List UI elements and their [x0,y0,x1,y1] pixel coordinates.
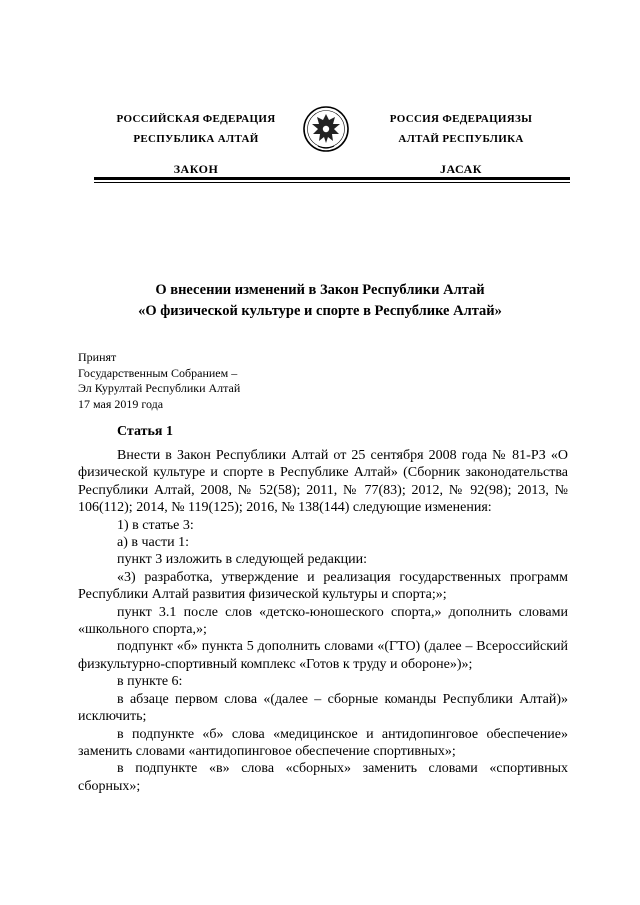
law-title-line2: «О физической культуре и спорте в Республике Алтай» [138,303,502,319]
paragraph: пункт 3.1 после слов «детско-юношеского спорта,» дополнить словами «школьного спорта,»; [78,604,568,638]
coat-of-arms-icon [302,100,350,158]
header-right-doc-type: JАСАК [439,162,482,176]
law-title [60,280,580,322]
header-left [96,112,296,176]
adoption-line1: Принят [78,350,117,364]
paragraph: «3) разработка, утверждение и реализация государственных программ Республики Алтай развития физической культуры и спорта;»; [78,569,568,603]
header-left-republic: РЕСПУБЛИКА АЛТАЙ [133,133,259,145]
paragraph: в подпункте «б» слова «медицинское и антидопинговое обеспечение» заменить словами «антидопинговое обеспечение спортивных»; [78,726,568,759]
paragraph: Внести в Закон Республики Алтай от 25 сентября 2008 года № 81-РЗ «О физической культуре и спорте в Республике Алтай» (Сборник законодательства Республики Алтай, 2008, № 52(58); 2011, № 77(83); 2012, № 92(98); 2013, № 106(112); 2014, № 119(125); 2016, № 138(144) следующие изменения: [78,448,568,516]
header-right-republic: АЛТАЙ РЕСПУБЛИКА [398,133,524,145]
adoption-block [78,350,240,412]
article-body [78,447,568,795]
paragraph: а) в части 1: [117,535,189,551]
article-heading: Статья 1 [117,424,173,439]
header-divider-thick [94,177,570,180]
adoption-line3: Эл Курултай Республики Алтай [78,381,241,395]
paragraph: в подпункте «в» слова «сборных» заменить словами «спортивных сборных»; [78,761,568,794]
header-left-country: РОССИЙСКАЯ ФЕДЕРАЦИЯ [116,113,276,125]
adoption-line2: Государственным Собранием – [78,365,238,380]
paragraph: пункт 3 изложить в следующей редакции: [117,552,367,568]
header-divider-thin [94,182,570,183]
paragraph: подпункт «б» пункта 5 дополнить словами «(ГТО) (далее – Всероссийский физкультурно-спортивный комплекс «Готов к труду и обороне»)»; [78,639,568,672]
header-right-country: РОССИЯ ФЕДЕРАЦИЯЗЫ [389,113,533,125]
paragraph: в абзаце первом слова «(далее – сборные команды Республики Алтай)» исключить; [78,691,568,725]
header-left-doc-type: ЗАКОН [173,162,219,176]
paragraph: в пункте 6: [117,674,183,690]
law-title-line1: О внесении изменений в Закон Республики Алтай [155,282,485,298]
header-right [361,112,561,176]
adoption-date: 17 мая 2019 года [78,396,164,411]
paragraph: 1) в статье 3: [117,517,194,533]
